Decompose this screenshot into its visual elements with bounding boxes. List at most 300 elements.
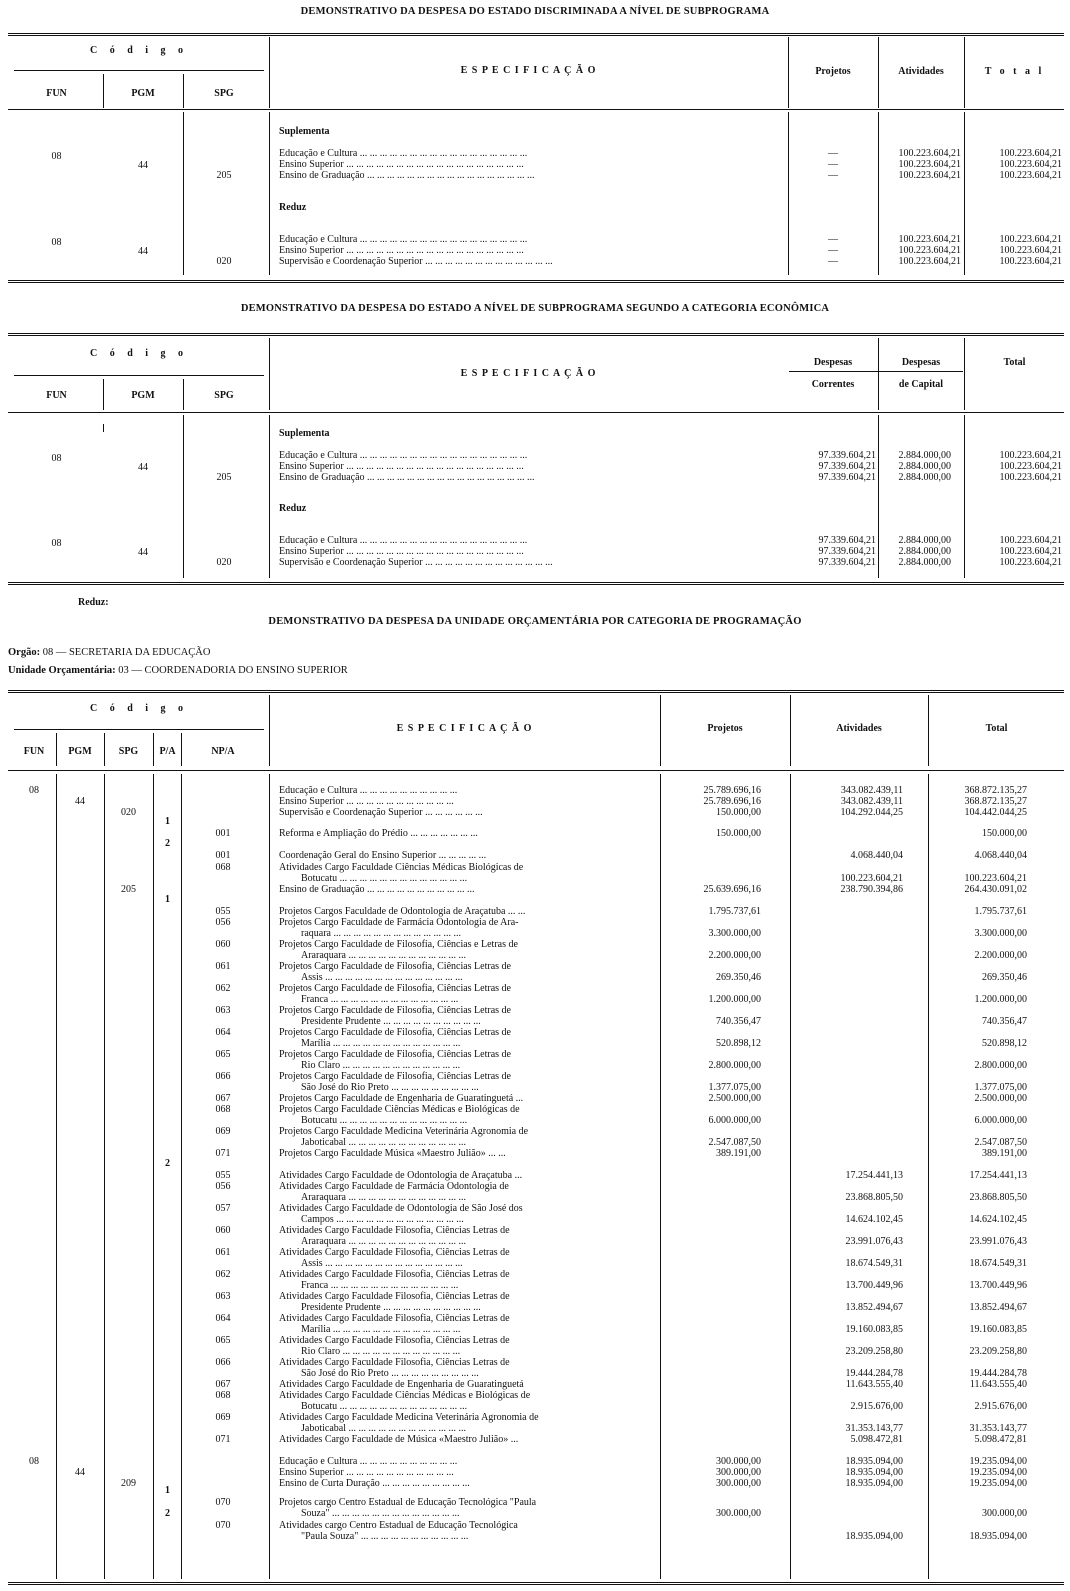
spec-line: Botucatu ... ... ... ... ... ... ... ... ... ... ... ... ... bbox=[301, 873, 468, 884]
total-value bbox=[929, 1357, 1027, 1368]
spec-lines bbox=[279, 906, 657, 917]
spec-line: Marília ... ... ... ... ... ... ... ... ... ... ... ... ... bbox=[301, 1324, 461, 1335]
unidade-line: Unidade Orçamentária: 03 — COORDENADORIA DO ENSINO SUPERIOR bbox=[8, 665, 348, 676]
total-value: 300.000,00 bbox=[982, 1508, 1027, 1519]
correntes-values: 97.339.604,21 97.339.604,21 97.339.604,21 bbox=[818, 535, 876, 568]
spec-line: São José do Rio Preto ... ... ... ... ... ... ... ... ... bbox=[301, 1082, 479, 1093]
total-value: 1.795.737,61 bbox=[974, 906, 1027, 917]
atividades-value: 31.353.143,77 bbox=[845, 1423, 903, 1434]
spec-lines bbox=[279, 961, 657, 983]
projetos-values bbox=[661, 1104, 761, 1126]
total-values bbox=[929, 1027, 1027, 1049]
total-values: 100.223.604,21 100.223.604,21 100.223.604,21 bbox=[999, 450, 1062, 483]
total-value: 23.209.258,80 bbox=[969, 1346, 1027, 1357]
projetos-values bbox=[661, 983, 761, 1005]
spg-value: 205 bbox=[121, 884, 136, 895]
spec-lines bbox=[279, 1379, 657, 1390]
divider bbox=[14, 70, 264, 71]
total-values bbox=[929, 1434, 1027, 1445]
spec-line: Ensino Superior ... ... ... ... ... ... ... ... ... ... ... bbox=[279, 1467, 454, 1478]
codigo-header: C ó d i g o bbox=[89, 45, 189, 56]
spec-line: Marília ... ... ... ... ... ... ... ... ... ... ... ... ... bbox=[301, 1038, 461, 1049]
total-value bbox=[929, 1412, 1027, 1423]
projetos-value: 300.000,00 bbox=[716, 1467, 761, 1478]
atividades-values bbox=[791, 850, 903, 861]
total-value: 3.300.000,00 bbox=[974, 928, 1027, 939]
projetos-value bbox=[661, 1258, 761, 1269]
atividades-values bbox=[791, 917, 903, 939]
total-header: Total bbox=[985, 723, 1008, 734]
total-value: 1.377.075,00 bbox=[974, 1082, 1027, 1093]
orgao-line: Orgão: 08 — SECRETARIA DA EDUCAÇÃO bbox=[8, 647, 211, 658]
atividades-values bbox=[791, 1379, 903, 1390]
npa-value: 062 bbox=[215, 1269, 231, 1280]
total-value bbox=[929, 1181, 1027, 1192]
total-values bbox=[929, 1357, 1027, 1379]
spg-value: 020 bbox=[216, 557, 232, 568]
total-header: T o t a l bbox=[984, 66, 1045, 77]
atividades-value: 14.624.102,45 bbox=[845, 1214, 903, 1225]
spec-lines bbox=[279, 1247, 657, 1269]
total-value: 269.350,46 bbox=[982, 972, 1027, 983]
atividades-values: 100.223.604,21 100.223.604,21 100.223.604,21 bbox=[898, 148, 961, 181]
projetos-value bbox=[661, 1071, 761, 1082]
pa-value: 2 bbox=[165, 838, 170, 849]
total-values bbox=[929, 1335, 1027, 1357]
npa-value: 055 bbox=[215, 906, 231, 917]
atividades-values bbox=[791, 1181, 903, 1203]
correntes-values: 97.339.604,21 97.339.604,21 97.339.604,21 bbox=[818, 450, 876, 483]
spec-line: Botucatu ... ... ... ... ... ... ... ... ... ... ... ... ... bbox=[301, 1115, 468, 1126]
projetos-value bbox=[661, 1379, 761, 1390]
npa-value: 064 bbox=[215, 1027, 231, 1038]
spec-lines bbox=[279, 850, 657, 861]
spec-line: Campos ... ... ... ... ... ... ... ... ... ... ... ... ... bbox=[301, 1214, 464, 1225]
npa-value: 066 bbox=[215, 1357, 231, 1368]
projetos-value bbox=[661, 1192, 761, 1203]
spg-value: 020 bbox=[121, 807, 136, 818]
atividades-value: 18.935.094,00 bbox=[845, 1467, 903, 1478]
total-values bbox=[929, 939, 1027, 961]
spg-header: SPG bbox=[214, 390, 234, 401]
atividades-values bbox=[791, 1005, 903, 1027]
projetos-value bbox=[661, 1269, 761, 1280]
projetos-value: 1.377.075,00 bbox=[708, 1082, 761, 1093]
atividades-values bbox=[791, 884, 903, 895]
spec-line: Atividades cargo Centro Estadual de Educação Tecnológica bbox=[279, 1520, 518, 1531]
atividades-value bbox=[791, 828, 903, 839]
npa-value: 064 bbox=[215, 1313, 231, 1324]
projetos-value bbox=[661, 1104, 761, 1115]
atividades-value bbox=[791, 1313, 903, 1324]
atividades-value bbox=[791, 917, 903, 928]
atividades-value bbox=[791, 1508, 903, 1519]
table1-top-rule bbox=[8, 33, 1064, 36]
projetos-value bbox=[661, 1027, 761, 1038]
total-values bbox=[929, 1005, 1027, 1027]
table3-bottom-rule bbox=[8, 1582, 1064, 1585]
atividades-header: Atividades bbox=[898, 66, 944, 77]
projetos-values bbox=[661, 1335, 761, 1357]
pa-value: 2 bbox=[165, 1508, 170, 1519]
projetos-value bbox=[661, 983, 761, 994]
total-value: 18.935.094,00 bbox=[969, 1531, 1027, 1542]
pgm-value: 44 bbox=[138, 547, 148, 558]
divider bbox=[183, 112, 184, 275]
atividades-value: 238.790.394,86 bbox=[840, 884, 903, 895]
projetos-values bbox=[661, 785, 761, 818]
projetos-value bbox=[661, 873, 761, 884]
atividades-value bbox=[791, 950, 903, 961]
total-value: 23.991.076,43 bbox=[969, 1236, 1027, 1247]
total-values: 100.223.604,21 100.223.604,21 100.223.604,21 bbox=[999, 234, 1062, 267]
spec-line: Atividades Cargo Faculdade Filosofia, Ciências Letras de bbox=[279, 1357, 510, 1368]
spec-lines bbox=[279, 1027, 657, 1049]
total-value bbox=[929, 983, 1027, 994]
atividades-values bbox=[791, 961, 903, 983]
projetos-value bbox=[661, 1214, 761, 1225]
atividades-value bbox=[791, 1269, 903, 1280]
total-value bbox=[929, 1390, 1027, 1401]
spec-lines bbox=[279, 884, 657, 895]
npa-value: 056 bbox=[215, 1181, 231, 1192]
atividades-value: 23.868.805,50 bbox=[845, 1192, 903, 1203]
spec-line: Botucatu ... ... ... ... ... ... ... ... ... ... ... ... ... bbox=[301, 1401, 468, 1412]
divider bbox=[183, 415, 184, 578]
atividades-values: 100.223.604,21 100.223.604,21 100.223.604,21 bbox=[898, 234, 961, 267]
projetos-value: 2.200.000,00 bbox=[708, 950, 761, 961]
spec-line: Projetos Cargo Faculdade de Filosofia, Ciências Letras de bbox=[279, 1071, 511, 1082]
especificacao-header: E S P E C I F I C A Ç Ã O bbox=[460, 65, 597, 76]
atividades-values bbox=[791, 1390, 903, 1412]
table1-bottom-rule bbox=[8, 280, 1064, 283]
npa-value: 063 bbox=[215, 1291, 231, 1302]
atividades-values bbox=[791, 1412, 903, 1434]
atividades-value bbox=[791, 1115, 903, 1126]
total-value: 19.235.094,00 bbox=[969, 1467, 1027, 1478]
projetos-value: 150.000,00 bbox=[716, 807, 761, 818]
spec-line: Atividades Cargo Faculdade Filosofia, Ciências Letras de bbox=[279, 1291, 510, 1302]
pgm-value: 44 bbox=[138, 462, 148, 473]
spec-line: Atividades Cargo Faculdade Filosofia, Ciências Letras de bbox=[279, 1313, 510, 1324]
atividades-values bbox=[791, 1247, 903, 1269]
atividades-value bbox=[791, 928, 903, 939]
atividades-value: 18.935.094,00 bbox=[845, 1456, 903, 1467]
spec-line: Rio Claro ... ... ... ... ... ... ... ... ... ... ... ... bbox=[301, 1346, 461, 1357]
total-value bbox=[929, 1269, 1027, 1280]
spec-line: Ensino de Curta Duração ... ... ... ... ... ... ... ... ... bbox=[279, 1478, 470, 1489]
atividades-value bbox=[791, 862, 903, 873]
spec-lines bbox=[279, 1126, 657, 1148]
projetos-values bbox=[661, 1071, 761, 1093]
npa-value: 068 bbox=[215, 1104, 231, 1115]
total-value bbox=[929, 961, 1027, 972]
spec-line: Atividades Cargo Faculdade de Farmácia Odontologia de bbox=[279, 1181, 509, 1192]
projetos-value bbox=[661, 961, 761, 972]
total-values bbox=[929, 906, 1027, 917]
pgm-value: 44 bbox=[138, 246, 148, 257]
total-value bbox=[929, 1313, 1027, 1324]
total-values bbox=[929, 1071, 1027, 1093]
projetos-value: 2.800.000,00 bbox=[708, 1060, 761, 1071]
divider bbox=[269, 112, 270, 275]
total-value bbox=[929, 1071, 1027, 1082]
spec-line: Rio Claro ... ... ... ... ... ... ... ... ... ... ... ... bbox=[301, 1060, 461, 1071]
total-values bbox=[929, 961, 1027, 983]
total-value: 2.200.000,00 bbox=[974, 950, 1027, 961]
total-values bbox=[929, 1203, 1027, 1225]
projetos-values bbox=[661, 1379, 761, 1390]
projetos-value bbox=[661, 1335, 761, 1346]
table1-header-rule bbox=[8, 109, 1064, 110]
total-values bbox=[929, 1456, 1027, 1489]
npa-value: 062 bbox=[215, 983, 231, 994]
atividades-value bbox=[791, 1016, 903, 1027]
total-values bbox=[929, 1313, 1027, 1335]
table2-title: DEMONSTRATIVO DA DESPESA DO ESTADO A NÍVEL DE SUBPROGRAMA SEGUNDO A CATEGORIA ECONÔMICA bbox=[240, 303, 830, 314]
spec-lines bbox=[279, 1181, 657, 1203]
atividades-value bbox=[791, 961, 903, 972]
atividades-values bbox=[791, 1148, 903, 1159]
atividades-value bbox=[791, 1049, 903, 1060]
total-value: 14.624.102,45 bbox=[969, 1214, 1027, 1225]
pgm-header: PGM bbox=[131, 390, 155, 401]
npa-value: 069 bbox=[215, 1412, 231, 1423]
atividades-values bbox=[791, 1313, 903, 1335]
despesas-correntes-header: Despesas bbox=[813, 357, 853, 368]
atividades-value bbox=[791, 939, 903, 950]
spec-lines: Educação e Cultura ... ... ... ... ... ... ... ... ... ... ... ... ... ... ... ... ... Ensino Superior ... ... ... ... ... ... ... ... ... ... ... ... ... ... ... ... ... ... Ensino de Graduação ... ... ... ... ... ... ... ... ... ... ... ... ... ... ... ... ... bbox=[279, 148, 535, 181]
total-value: 18.674.549,31 bbox=[969, 1258, 1027, 1269]
spec-lines bbox=[279, 1071, 657, 1093]
total-value bbox=[929, 1049, 1027, 1060]
table2-top-rule bbox=[8, 333, 1064, 336]
spec-line: Atividades Cargo Faculdade de Odontologia de Araçatuba ... bbox=[279, 1170, 523, 1181]
projetos-value bbox=[661, 1520, 761, 1531]
table3-header-rule bbox=[8, 770, 1064, 771]
projetos-value bbox=[661, 1236, 761, 1247]
atividades-value: 17.254.441,13 bbox=[845, 1170, 903, 1181]
atividades-value bbox=[791, 906, 903, 917]
atividades-values bbox=[791, 1071, 903, 1093]
spec-line: Araraquara ... ... ... ... ... ... ... ... ... ... ... ... bbox=[301, 1192, 466, 1203]
spec-line: São José do Rio Preto ... ... ... ... ... ... ... ... ... bbox=[301, 1368, 479, 1379]
despesas-capital-header-2: de Capital bbox=[898, 379, 944, 390]
atividades-value bbox=[791, 1005, 903, 1016]
total-value: 389.191,00 bbox=[982, 1148, 1027, 1159]
especificacao-header: E S P E C I F I C A Ç Ã O bbox=[460, 368, 597, 379]
total-values bbox=[929, 1247, 1027, 1269]
pa-value: 1 bbox=[165, 816, 170, 827]
projetos-values: — — — bbox=[828, 234, 838, 267]
projetos-value bbox=[661, 1126, 761, 1137]
npa-value: 071 bbox=[215, 1148, 231, 1159]
spg-value: 205 bbox=[216, 472, 232, 483]
projetos-values bbox=[661, 1412, 761, 1434]
atividades-value: 5.098.472,81 bbox=[850, 1434, 903, 1445]
atividades-value bbox=[791, 1126, 903, 1137]
projetos-values bbox=[661, 1456, 761, 1489]
atividades-value bbox=[791, 1137, 903, 1148]
atividades-value: 343.082.439,11 bbox=[840, 785, 903, 796]
total-value: 17.254.441,13 bbox=[969, 1170, 1027, 1181]
atividades-value: 343.082.439,11 bbox=[840, 796, 903, 807]
spec-line: Reforma e Ampliação do Prédio ... ... ... ... ... ... ... bbox=[279, 828, 478, 839]
spec-line: Ensino de Graduação ... ... ... ... ... ... ... ... ... ... ... bbox=[279, 884, 475, 895]
spec-line: Projetos Cargos Faculdade de Odontologia de Araçatuba ... ... bbox=[279, 906, 526, 917]
spec-lines bbox=[279, 1335, 657, 1357]
capital-values: 2.884.000,00 2.884.000,00 2.884.000,00 bbox=[898, 450, 951, 483]
atividades-value bbox=[791, 1104, 903, 1115]
total-values bbox=[929, 1520, 1027, 1542]
atividades-value: 23.991.076,43 bbox=[845, 1236, 903, 1247]
total-values bbox=[929, 1291, 1027, 1313]
total-values bbox=[929, 1049, 1027, 1071]
pgm-header: PGM bbox=[131, 88, 155, 99]
npa-value: 071 bbox=[215, 1434, 231, 1445]
spec-line: Ensino Superior ... ... ... ... ... ... ... ... ... ... ... bbox=[279, 796, 454, 807]
total-value bbox=[929, 1225, 1027, 1236]
spec-lines bbox=[279, 1497, 657, 1519]
spec-lines bbox=[279, 828, 657, 839]
spg-value: 205 bbox=[216, 170, 232, 181]
total-value: 13.700.449,96 bbox=[969, 1280, 1027, 1291]
atividades-values bbox=[791, 1497, 903, 1519]
capital-values: 2.884.000,00 2.884.000,00 2.884.000,00 bbox=[898, 535, 951, 568]
projetos-values bbox=[661, 1390, 761, 1412]
npa-value: 001 bbox=[215, 828, 231, 839]
total-value: 11.643.555,40 bbox=[969, 1379, 1027, 1390]
total-value: 5.098.472,81 bbox=[974, 1434, 1027, 1445]
spec-lines bbox=[279, 785, 657, 818]
atividades-values bbox=[791, 939, 903, 961]
atividades-value bbox=[791, 1060, 903, 1071]
reduz-label: Reduz: bbox=[78, 597, 109, 608]
spec-line: "Paula Souza" ... ... ... ... ... ... ... ... ... ... ... bbox=[301, 1531, 469, 1542]
spec-line: Supervisão e Coordenação Superior ... ... ... ... ... ... bbox=[279, 807, 483, 818]
spec-lines bbox=[279, 1203, 657, 1225]
despesas-correntes-header-2: Correntes bbox=[811, 379, 855, 390]
projetos-value: 300.000,00 bbox=[716, 1508, 761, 1519]
total-value: 23.868.805,50 bbox=[969, 1192, 1027, 1203]
npa-value: 061 bbox=[215, 1247, 231, 1258]
projetos-values bbox=[661, 1357, 761, 1379]
total-value bbox=[929, 939, 1027, 950]
section-label: Reduz bbox=[279, 503, 307, 514]
total-value bbox=[929, 1247, 1027, 1258]
projetos-value: 300.000,00 bbox=[716, 1456, 761, 1467]
spec-lines bbox=[279, 917, 657, 939]
projetos-value bbox=[661, 1357, 761, 1368]
spec-line: Assis ... ... ... ... ... ... ... ... ... ... ... ... ... ... bbox=[301, 1258, 463, 1269]
total-value: 740.356,47 bbox=[982, 1016, 1027, 1027]
projetos-value bbox=[661, 1497, 761, 1508]
total-values bbox=[929, 917, 1027, 939]
projetos-value bbox=[661, 1280, 761, 1291]
spec-line: Assis ... ... ... ... ... ... ... ... ... ... ... ... ... ... bbox=[301, 972, 463, 983]
atividades-values bbox=[791, 1170, 903, 1181]
atividades-values bbox=[791, 1335, 903, 1357]
total-values: 100.223.604,21 100.223.604,21 100.223.604,21 bbox=[999, 535, 1062, 568]
atividades-values bbox=[791, 1093, 903, 1104]
projetos-value bbox=[661, 1170, 761, 1181]
total-values bbox=[929, 983, 1027, 1005]
total-values bbox=[929, 884, 1027, 895]
total-value: 264.430.091,02 bbox=[964, 884, 1027, 895]
spec-line: Educação e Cultura ... ... ... ... ... ... ... ... ... ... bbox=[279, 785, 458, 796]
total-value: 100.223.604,21 bbox=[964, 873, 1027, 884]
spec-line: Projetos Cargo Faculdade Música «Maestro Julião» ... ... bbox=[279, 1148, 506, 1159]
total-value: 368.872.135,27 bbox=[964, 796, 1027, 807]
spg-header: SPG bbox=[118, 746, 139, 757]
atividades-value bbox=[791, 1412, 903, 1423]
total-values bbox=[929, 850, 1027, 861]
spec-line: Projetos Cargo Faculdade de Filosofia, Ciências Letras de bbox=[279, 961, 511, 972]
spec-line: Jaboticabal ... ... ... ... ... ... ... ... ... ... ... ... bbox=[301, 1137, 466, 1148]
divider bbox=[878, 338, 879, 410]
projetos-value bbox=[661, 1225, 761, 1236]
atividades-value bbox=[791, 1181, 903, 1192]
spec-line: Projetos Cargo Faculdade de Filosofia, Ciências Letras de bbox=[279, 1027, 511, 1038]
projetos-values bbox=[661, 1027, 761, 1049]
total-value bbox=[929, 1497, 1027, 1508]
npa-value: 067 bbox=[215, 1093, 231, 1104]
divider bbox=[964, 338, 965, 410]
total-values bbox=[929, 1181, 1027, 1203]
atividades-values bbox=[791, 1104, 903, 1126]
npa-value: 070 bbox=[215, 1520, 231, 1531]
atividades-values bbox=[791, 1357, 903, 1379]
spec-line: Projetos cargo Centro Estadual de Educação Tecnológica "Paula bbox=[279, 1497, 537, 1508]
atividades-value: 23.209.258,80 bbox=[845, 1346, 903, 1357]
atividades-value bbox=[791, 1093, 903, 1104]
projetos-value: 6.000.000,00 bbox=[708, 1115, 761, 1126]
spec-line: Atividades Cargo Faculdade Filosofia, Ciências Letras de bbox=[279, 1335, 510, 1346]
projetos-value bbox=[661, 1203, 761, 1214]
total-values bbox=[929, 1390, 1027, 1412]
projetos-values: — — — bbox=[828, 148, 838, 181]
total-values bbox=[929, 1093, 1027, 1104]
spec-line: Projetos Cargo Faculdade de Filosofia, Ciências Letras de bbox=[279, 983, 511, 994]
projetos-values bbox=[661, 1170, 761, 1181]
table3-title: DEMONSTRATIVO DA DESPESA DA UNIDADE ORÇAMENTÁRIA POR CATEGORIA DE PROGRAMAÇÃO bbox=[268, 616, 802, 627]
projetos-values bbox=[661, 1148, 761, 1159]
spec-line: Franca ... ... ... ... ... ... ... ... ... ... ... ... ... bbox=[301, 1280, 459, 1291]
spec-line: Presidente Prudente ... ... ... ... ... ... ... ... ... ... bbox=[301, 1302, 481, 1313]
npa-value: 065 bbox=[215, 1049, 231, 1060]
especificacao-header: E S P E C I F I C A Ç Ã O bbox=[396, 723, 533, 734]
projetos-value bbox=[661, 1368, 761, 1379]
total-value: 520.898,12 bbox=[982, 1038, 1027, 1049]
spec-lines: Educação e Cultura ... ... ... ... ... ... ... ... ... ... ... ... ... ... ... ... ... Ensino Superior ... ... ... ... ... ... ... ... ... ... ... ... ... ... ... ... ... ... Supervisão e Coordenação Superior ... ... ... ... ... ... ... ... ... ... ... ... ... bbox=[279, 234, 553, 267]
spec-line: Atividades Cargo Faculdade Filosofia, Ciências Letras de bbox=[279, 1269, 510, 1280]
section-label: Suplementa bbox=[279, 126, 330, 137]
spec-line: Franca ... ... ... ... ... ... ... ... ... ... ... ... ... bbox=[301, 994, 459, 1005]
atividades-values bbox=[791, 1203, 903, 1225]
projetos-values bbox=[661, 828, 761, 839]
spec-line: Atividades Cargo Faculdade de Odontologia de São José dos bbox=[279, 1203, 523, 1214]
atividades-value bbox=[791, 1291, 903, 1302]
atividades-values bbox=[791, 862, 903, 884]
total-values bbox=[929, 1412, 1027, 1434]
spec-lines bbox=[279, 1357, 657, 1379]
spec-line: Projetos Cargo Faculdade de Filosofia, Ciências e Letras de bbox=[279, 939, 518, 950]
projetos-values bbox=[661, 1247, 761, 1269]
total-value: 13.852.494,67 bbox=[969, 1302, 1027, 1313]
total-value: 150.000,00 bbox=[982, 828, 1027, 839]
divider bbox=[14, 729, 264, 730]
pgm-header: PGM bbox=[68, 746, 92, 757]
